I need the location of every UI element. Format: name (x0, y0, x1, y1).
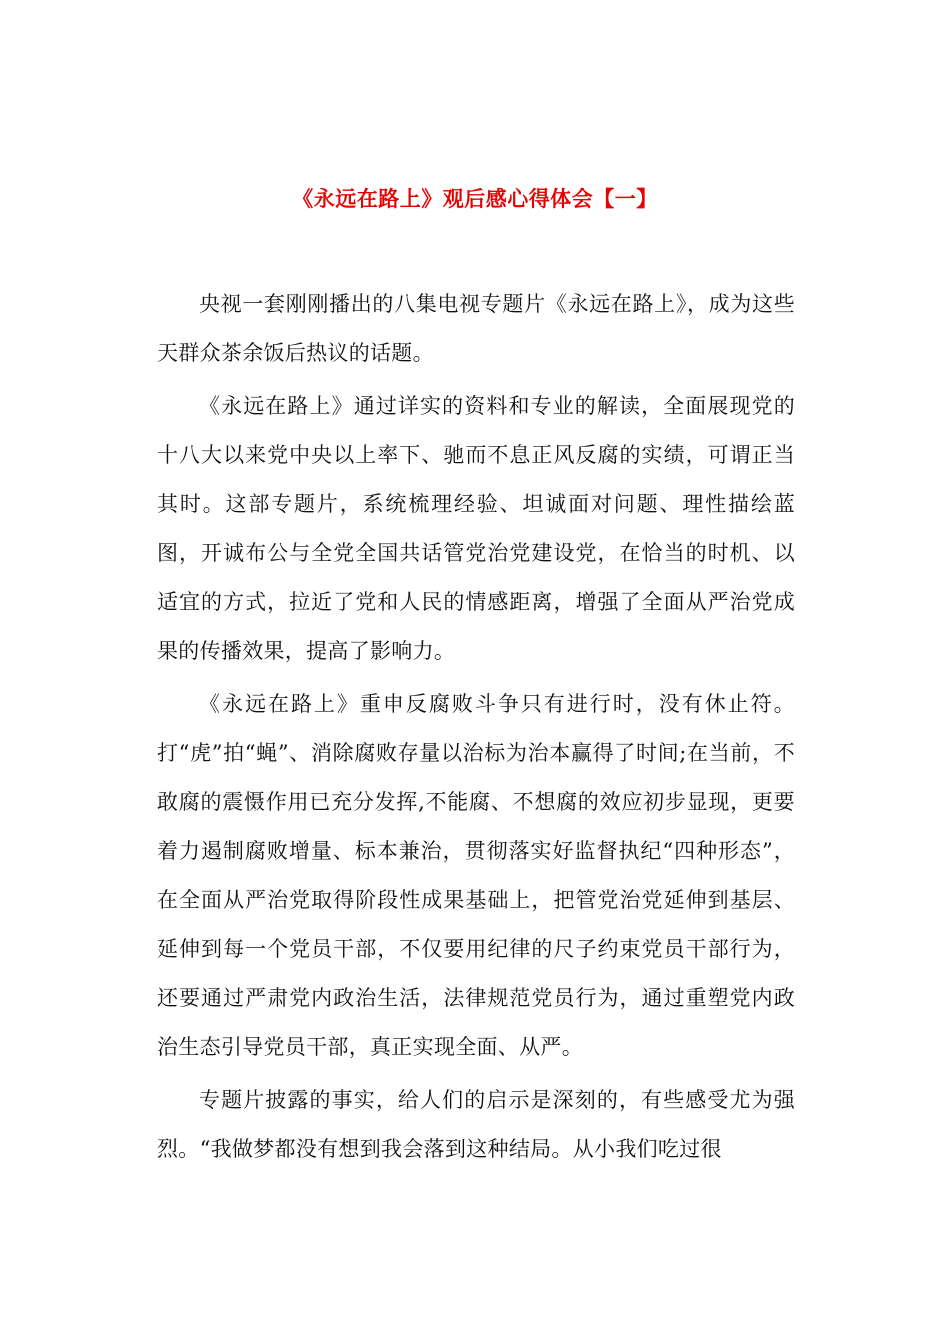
document-body (157, 280, 795, 1178)
paragraph: 专题片披露的事实，给人们的启示是深刻的，有些感受尤为强烈。“我做梦都没有想到我会落到这种结局。从小我们吃过很 (157, 1088, 795, 1161)
paragraph: 央视一套刚刚播出的八集电视专题片《永远在路上》，成为这些天群众茶余饭后热议的话题。 (157, 292, 795, 365)
document-title: 《永远在路上》观后感心得体会【一】 (292, 186, 658, 211)
paragraph: 《永远在路上》通过详实的资料和专业的解读，全面展现党的十八大以来党中央以上率下、驰而不息正风反腐的实绩，可谓正当其时。这部专题片，系统梳理经验、坦诚面对问题、理性描绘蓝图，开诚布公与全党全国共话管党治党建设党，在恰当的时机、以适宜的方式，拉近了党和人民的情感距离，增强了全面从严治党成果的传播效果，提高了影响力。 (157, 394, 795, 663)
paragraph: 《永远在路上》重申反腐败斗争只有进行时，没有休止符。打“虎”拍“蝇”、消除腐败存量以治标为治本赢得了时间;在当前，不敢腐的震慑作用已充分发挥,不能腐、不想腐的效应初步显现，更要着力遏制腐败增量、标本兼治，贯彻落实好监督执纪“四种形态”，在全面从严治党取得阶段性成果基础上，把管党治党延伸到基层、延伸到每一个党员干部，不仅要用纪律的尺子约束党员干部行为，还要通过严肃党内政治生活，法律规范党员行为，通过重塑党内政治生态引导党员干部，真正实现全面、从严。 (157, 692, 795, 1059)
